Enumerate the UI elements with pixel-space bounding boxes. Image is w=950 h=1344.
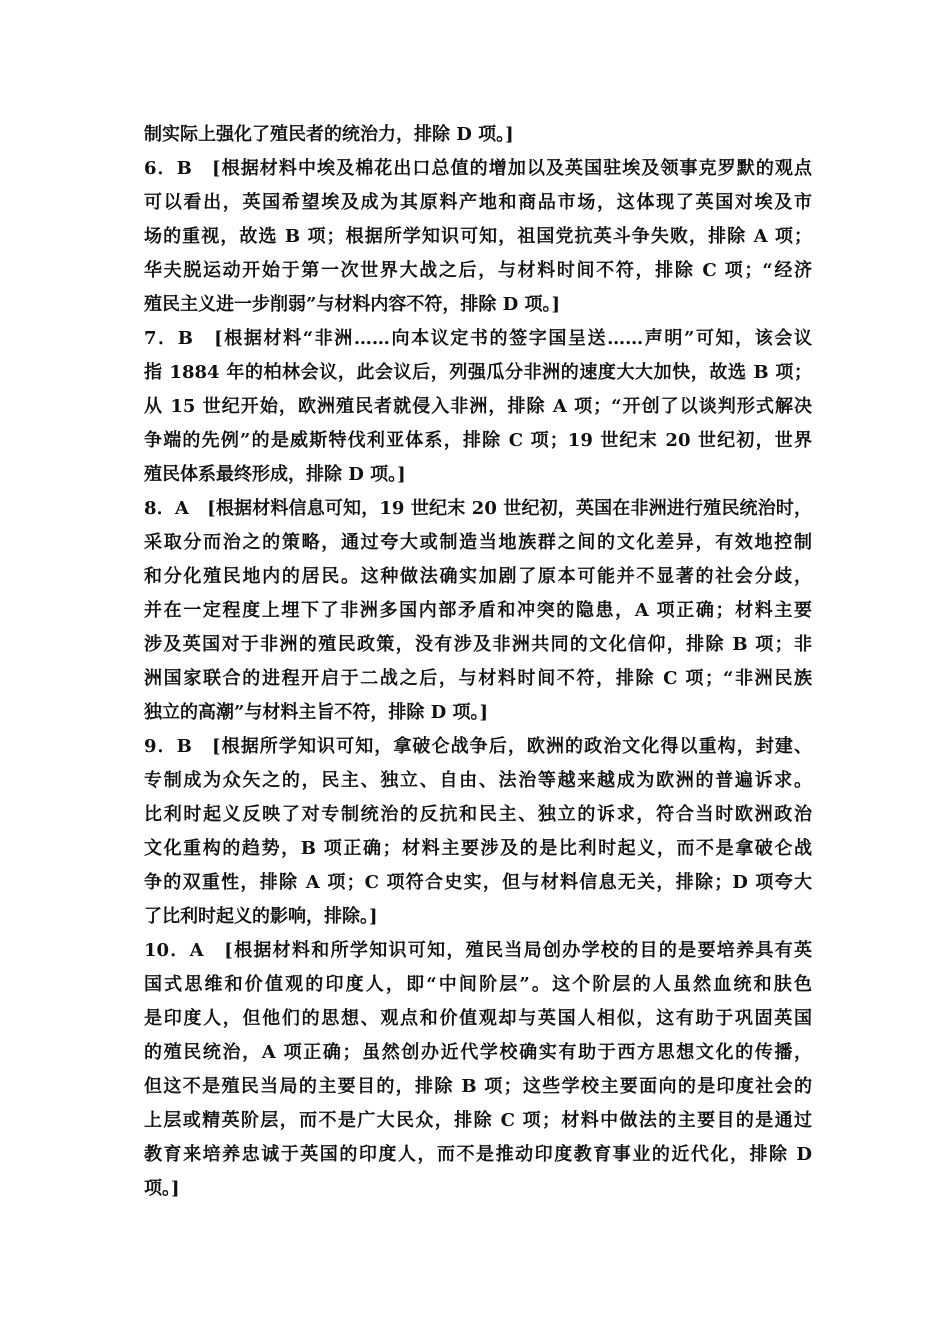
entry-6 (144, 152, 812, 322)
text-line: 的殖民统治，A 项正确；虽然创办近代学校确实有助于西方思想文化的传播， (144, 1042, 812, 1063)
text-line: 9．B [根据所学知识可知，拿破仑战争后，欧洲的政治文化得以重构，封建、 (144, 736, 812, 757)
text-line: 独立的高潮”与材料主旨不符，排除 D 项。] (144, 702, 489, 723)
text-line: 华夫脱运动开始于第一次世界大战之后，与材料时间不符，排除 C 项；“经济 (144, 260, 812, 281)
text-line: 洲国家联合的进程开启于二战之后，与材料时间不符，排除 C 项；“非洲民族 (144, 668, 812, 689)
text-line: 8．A [根据材料信息可知，19 世纪末 20 世纪初，英国在非洲进行殖民统治时， (144, 498, 812, 519)
text-line: 国式思维和价值观的印度人，即“中间阶层”。这个阶层的人虽然血统和肤色 (144, 974, 812, 995)
entry-9 (144, 730, 812, 934)
entry-7 (144, 322, 812, 492)
text-line: 比利时起义反映了对专制统治的反抗和民主、独立的诉求，符合当时欧洲政治 (144, 804, 812, 825)
text-line: 是印度人，但他们的思想、观点和价值观却与英国人相似，这有助于巩固英国 (144, 1008, 812, 1029)
text-line: 殖民体系最终形成，排除 D 项。] (144, 464, 406, 485)
text-line: 场的重视，故选 B 项；根据所学知识可知，祖国党抗英斗争失败，排除 A 项； (144, 226, 812, 247)
text-line: 7．B [根据材料“非洲……向本议定书的签字国呈送……声明”可知，该会议 (144, 328, 812, 349)
text-line: 文化重构的趋势，B 项正确；材料主要涉及的是比利时起义，而不是拿破仑战 (144, 838, 812, 859)
text-line: 并在一定程度上埋下了非洲多国内部矛盾和冲突的隐患，A 项正确；材料主要 (144, 600, 812, 621)
text-line: 教育来培养忠诚于英国的印度人，而不是推动印度教育事业的近代化，排除 D (144, 1144, 812, 1165)
text-line: 制实际上强化了殖民者的统治力，排除 D 项。] (144, 124, 514, 145)
entry-5-tail (144, 118, 812, 152)
text-line: 涉及英国对于非洲的殖民政策，没有涉及非洲共同的文化信仰，排除 B 项；非 (144, 634, 812, 655)
text-line: 6．B [根据材料中埃及棉花出口总值的增加以及英国驻埃及领事克罗默的观点 (144, 158, 812, 179)
text-line: 但这不是殖民当局的主要目的，排除 B 项；这些学校主要面向的是印度社会的 (144, 1076, 812, 1097)
text-line: 项。] (144, 1178, 180, 1199)
entry-8 (144, 492, 812, 730)
text-line: 10．A [根据材料和所学知识可知，殖民当局创办学校的目的是要培养具有英 (144, 940, 812, 961)
text-line: 指 1884 年的柏林会议，此会议后，列强瓜分非洲的速度大大加快，故选 B 项； (144, 362, 812, 383)
text-line: 殖民主义进一步削弱”与材料内容不符，排除 D 项。] (144, 294, 561, 315)
text-line: 从 15 世纪开始，欧洲殖民者就侵入非洲，排除 A 项；“开创了以谈判形式解决 (144, 396, 812, 417)
text-line: 可以看出，英国希望埃及成为其原料产地和商品市场，这体现了英国对埃及市 (144, 192, 812, 213)
text-line: 争的双重性，排除 A 项；C 项符合史实，但与材料信息无关，排除；D 项夸大 (144, 872, 812, 893)
text-line: 采取分而治之的策略，通过夸大或制造当地族群之间的文化差异，有效地控制 (144, 532, 812, 553)
text-line: 上层或精英阶层，而不是广大民众，排除 C 项；材料中做法的主要目的是通过 (144, 1110, 812, 1131)
text-line: 了比利时起义的影响，排除。] (144, 906, 378, 927)
entry-10 (144, 934, 812, 1206)
answer-explanations (144, 118, 812, 1206)
text-line: 和分化殖民地内的居民。这种做法确实加剧了原本可能并不显著的社会分歧， (144, 566, 812, 587)
text-line: 争端的先例”的是威斯特伐利亚体系，排除 C 项；19 世纪末 20 世纪初，世界 (144, 430, 812, 451)
text-line: 专制成为众矢之的，民主、独立、自由、法治等越来越成为欧洲的普遍诉求。 (144, 770, 812, 791)
